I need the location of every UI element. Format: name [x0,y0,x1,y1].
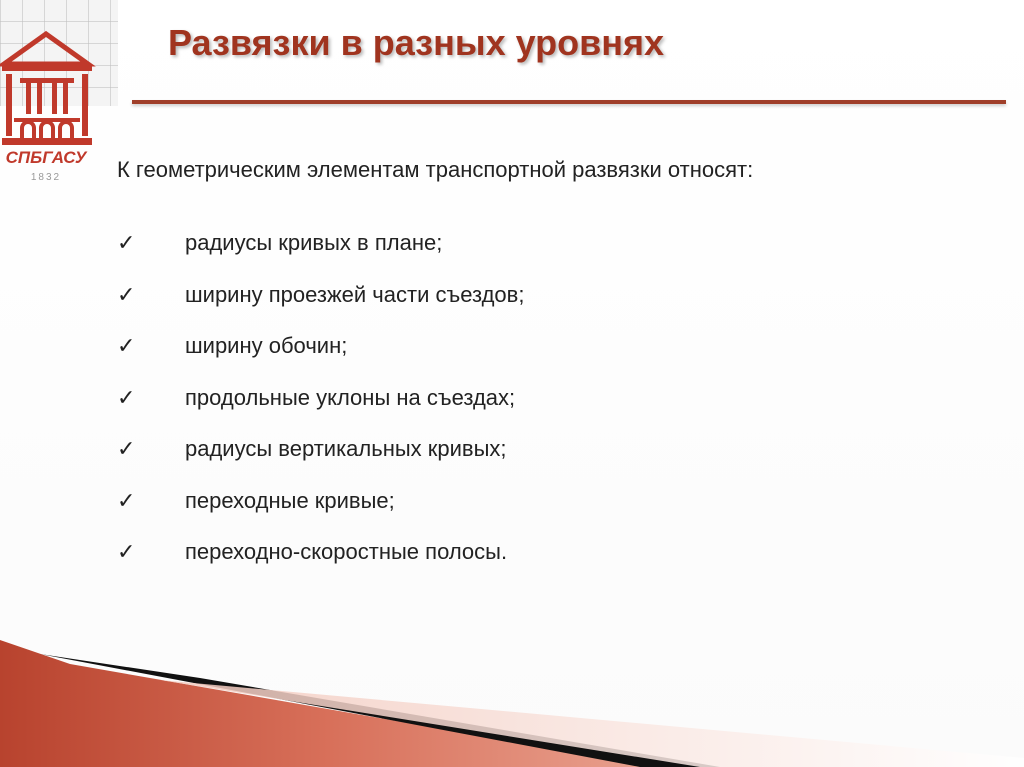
list-item-label: переходные кривые; [185,487,395,513]
list-item [117,333,524,385]
list-item [117,282,524,334]
checkmark-icon: ✓ [117,436,136,461]
checkmark-icon: ✓ [117,281,136,307]
list-item [117,539,524,591]
checkmark-icon: ✓ [117,384,136,410]
intro-text: К геометрическим элементам транспортной развязки относят: [117,157,754,182]
list-item [117,436,524,488]
list-item-label: радиусы вертикальных кривых; [185,436,507,461]
logo-year: 1832 [30,172,62,183]
checkmark-icon: ✓ [117,333,136,358]
title-underline [132,100,1006,104]
checkmark-icon: ✓ [117,487,136,513]
list-item-label: ширину проезжей части съездов; [185,281,525,307]
slide-title: Развязки в разных уровнях [168,22,665,63]
list-item [117,385,524,437]
bullet-list [117,230,524,591]
list-item [117,230,524,282]
list-item [117,488,524,540]
list-item-label: продольные уклоны на съездах; [185,384,516,410]
decorative-corner-swoosh [0,640,1024,767]
list-item-label: радиусы кривых в плане; [185,230,443,255]
list-item-label: переходно-скоростные полосы. [185,539,508,564]
logo-caption: СПБГАСУ [5,148,87,167]
checkmark-icon: ✓ [117,539,136,564]
checkmark-icon: ✓ [117,230,136,255]
list-item-label: ширину обочин; [185,333,348,358]
